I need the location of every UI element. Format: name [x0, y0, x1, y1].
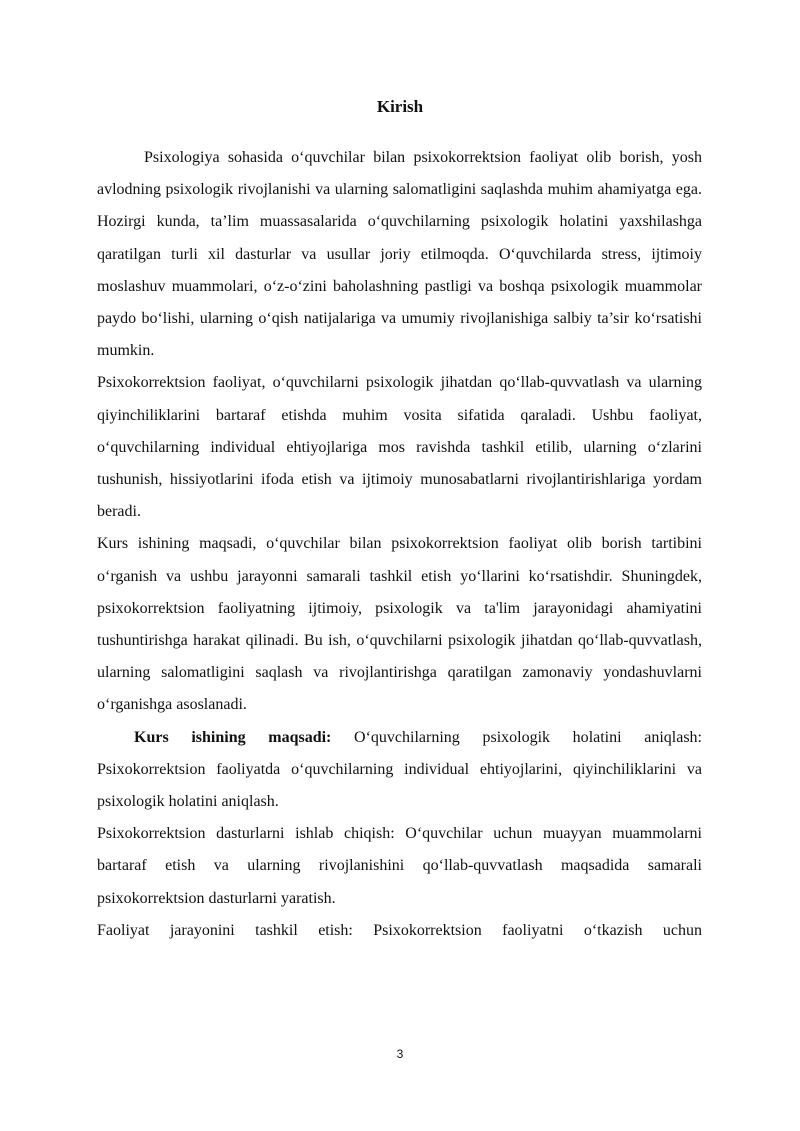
page-number: 3 — [396, 1047, 404, 1061]
course-objectives-heading: Kurs ishining maqsadi: — [134, 728, 332, 746]
course-objectives-text: O‘quvchilarning psixologik holatini aniqlash: Psixokorrektsion faoliyatda o‘quvchilarning individual ehtiyojlarini, qiyinchiliklarini va psixologik holatini aniqlash. — [97, 728, 702, 811]
paragraph-introduction: Psixologiya sohasida o‘quvchilar bilan psixokorrektsion faoliyat olib borish, yosh avlodning psixologik rivojlanishi va ularning salomatligini saqlashda muhim ahamiyatga ega. Hozirgi kunda, ta’lim muassasalarida o‘quvchilarning psixologik holatini yaxshilashga qaratilgan turli xil dasturlar va usullar joriy etilmoqda. O‘quvchilarda stress, ijtimoiy moslashuv muammolari, o‘z-o‘zini baholashning pastligi va boshqa psixologik muammolar paydo bo‘lishi, ularning o‘qish natijalariga va umumiy rivojlanishiga salbiy ta’sir ko‘rsatishi mumkin. — [97, 149, 702, 360]
paragraph-process-organization: Faoliyat jarayonini tashkil etish: Psixokorrektsion faoliyatni o‘tkazish uchun — [97, 921, 702, 939]
paragraph-psychocorrection-activity: Psixokorrektsion faoliyat, o‘quvchilarni psixologik jihatdan qo‘llab-quvvatlash va ularning qiyinchiliklarini bartaraf etishda muhim vosita sifatida qaraladi. Ushbu faoliyat, o‘quvchilarning individual ehtiyojlariga mos ravishda tashkil etilib, ularning o‘zlarini tushunish, hissiyotlarini ifoda etish va ijtimoiy munosabatlarni rivojlantirishlariga yordam beradi. — [97, 374, 702, 521]
paragraph-course-goal: Kurs ishining maqsadi, o‘quvchilar bilan psixokorrektsion faoliyat olib borish tartibini o‘rganish va ushbu jarayonni samarali tashkil etish yo‘llarini ko‘rsatishdir. Shuningdek, psixokorrektsion faoliyatning ijtimoiy, psixologik va ta'lim jarayonidagi ahamiyatini tushuntirishga harakat qilinadi. Bu ish, o‘quvchilarni psixologik jihatdan qo‘llab-quvvatlash, ularning salomatligini saqlash va rivojlantirishga qaratilgan zamonaviy yondashuvlarni o‘rganishga asoslanadi. — [97, 535, 702, 714]
paragraph-course-objectives — [97, 722, 702, 819]
body-text — [97, 142, 702, 947]
paragraph-program-development: Psixokorrektsion dasturlarni ishlab chiqish: O‘quvchilar uchun muayyan muammolarni bartaraf etish va ularning rivojlanishini qo‘llab-quvvatlash maqsadida samarali psixokorrektsion dasturlarni yaratish. — [97, 825, 702, 907]
page-title: Kirish — [376, 97, 424, 116]
